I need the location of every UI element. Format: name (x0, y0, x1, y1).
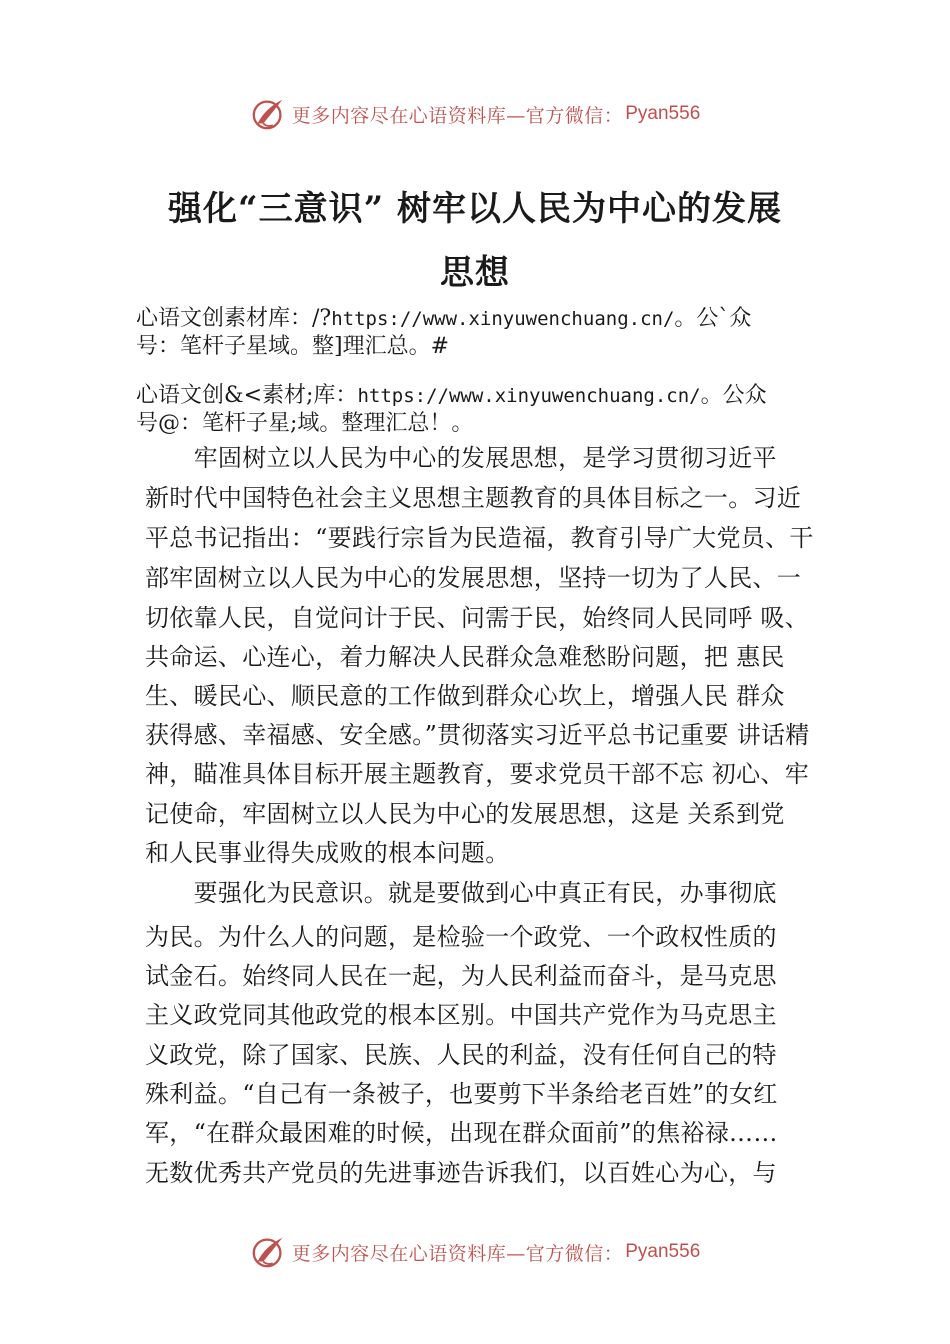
paragraph-line: 共命运、心连心，着力解决人民群众急难愁盼问题，把 惠民 (145, 643, 785, 671)
source-note-2-line-1: 心语文创&<素材;库：https://www.xinyuwenchuang.cn/。公众 (136, 383, 767, 408)
source-note-2-line-2: 号@：笔杆子星;域。整理汇总！。 (136, 411, 474, 436)
footer-banner (0, 1232, 950, 1272)
paragraph-line: 新时代中国特色社会主义思想主题教育的具体目标之一。习近 (145, 484, 802, 512)
brush-logo-icon (250, 1233, 288, 1271)
paragraph-line: 生、暖民心、顺民意的工作做到群众心坎上，增强人民 群众 (145, 682, 785, 710)
source-url: https://www.xinyuwenchuang.cn/ (331, 308, 675, 330)
document-title-line-1: 强化“三意识” 树牢以人民为中心的发展 (168, 189, 782, 229)
paragraph-line: 军，“在群众最困难的时候，出现在群众面前”的焦裕禄…… (145, 1119, 778, 1147)
paragraph-line: 主义政党同其他政党的根本区别。中国共产党作为马克思主 (145, 1001, 777, 1029)
banner-wechat-id: Pyan556 (625, 103, 701, 124)
paragraph-line: 无数优秀共产党员的先进事迹告诉我们，以百姓心为心，与 (145, 1159, 777, 1187)
document-title-line-2: 思想 (440, 253, 510, 293)
paragraph-line: 牢固树立以人民为中心的发展思想，是学习贯彻习近平 (145, 444, 777, 472)
banner-text: 更多内容尽在心语资料库—官方微信： (291, 104, 624, 127)
paragraph-line: 为民。为什么人的问题，是检验一个政党、一个政权性质的 (145, 923, 777, 951)
source-note-1-line-2: 号：笔杆子星域。整]理汇总。# (136, 334, 450, 359)
paragraph-line: 记使命，牢固树立以人民为中心的发展思想，这是 关系到党 (145, 800, 785, 828)
paragraph-line: 切依靠人民，自觉问计于民、问需于民，始终同人民同呼 吸、 (145, 604, 810, 632)
paragraph-line: 试金石。始终同人民在一起，为人民利益而奋斗，是马克思 (145, 962, 777, 990)
source-url: https://www.xinyuwenchuang.cn/ (357, 385, 701, 407)
brush-logo-icon (250, 95, 288, 133)
paragraph-line: 要强化为民意识。就是要做到心中真正有民，办事彻底 (145, 879, 777, 907)
paragraph-line: 殊利益。“自己有一条被子，也要剪下半条给老百姓”的女红 (145, 1080, 778, 1108)
paragraph-line: 义政党，除了国家、民族、人民的利益，没有任何自己的特 (145, 1041, 777, 1069)
header-banner (0, 94, 950, 134)
paragraph-line: 平总书记指出：“要践行宗旨为民造福，教育引导广大党员、干 (145, 524, 814, 552)
paragraph-line: 部牢固树立以人民为中心的发展思想，坚持一切为了人民、一 (145, 564, 802, 592)
banner-text: 更多内容尽在心语资料库—官方微信： (291, 1242, 624, 1265)
paragraph-line: 和人民事业得失成败的根本问题。 (145, 839, 510, 867)
banner-wechat-id: Pyan556 (625, 1241, 701, 1262)
source-note-1-line-1: 心语文创素材库：/?https://www.xinyuwenchuang.cn/。公`众 (136, 306, 752, 331)
paragraph-line: 获得感、幸福感、安全感。”贯彻落实习近平总书记重要 讲话精 (145, 721, 810, 749)
paragraph-line: 神，瞄准具体目标开展主题教育，要求党员干部不忘 初心、牢 (145, 760, 810, 788)
